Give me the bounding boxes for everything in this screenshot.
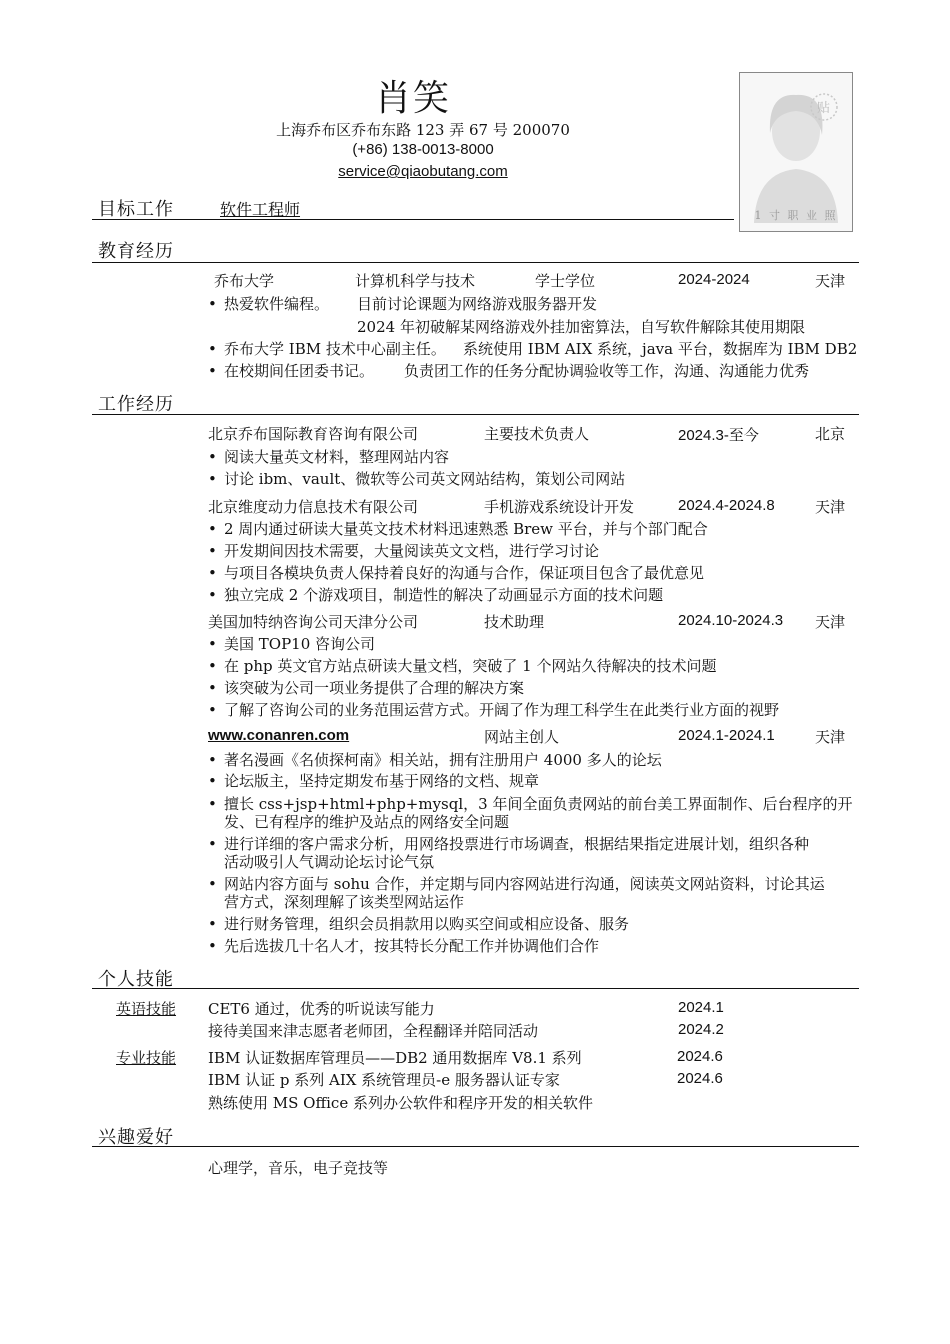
- job-bullet: • 开发期间因技术需要，大量阅读英文文档，进行学习讨论: [208, 542, 600, 560]
- job-bullet-cont: 营方式，深刻理解了该类型网站运作: [224, 893, 465, 911]
- edu-city: 天津: [815, 272, 846, 290]
- job-date: 2024.3-至今: [678, 427, 759, 444]
- address: 上海乔布区乔布东路 123 弄 67 号 200070: [276, 121, 570, 139]
- job-bullet: • 讨论 ibm、vault、微软等公司英文网站结构，策划公司网站: [208, 470, 626, 488]
- job-date: 2024.10-2024.3: [678, 612, 784, 629]
- edu-degree: 学士学位: [535, 272, 596, 290]
- hobbies-rule: [92, 1146, 859, 1147]
- edu-item: • 热爱软件编程。: [208, 295, 330, 313]
- education-title: 教育经历: [98, 241, 174, 262]
- edu-item-detail: 目前讨论课题为网络游戏服务器开发: [357, 295, 598, 313]
- edu-item: • 在校期间任团委书记。: [208, 362, 375, 380]
- job-bullet: • 论坛版主，坚持定期发布基于网络的文档、规章: [208, 772, 540, 790]
- education-rule: [92, 262, 859, 263]
- skill-item: IBM 认证 p 系列 AIX 系统管理员-e 服务器认证专家: [208, 1071, 560, 1089]
- job-bullet: • 了解了咨询公司的业务范围运营方式。开阔了作为理工科学生在此类行业方面的视野: [208, 701, 780, 719]
- job-company: 北京维度动力信息技术有限公司: [208, 498, 419, 516]
- job-title: 手机游戏系统设计开发: [484, 498, 635, 516]
- job-bullet: • 该突破为公司一项业务提供了合理的解决方案: [208, 679, 525, 697]
- photo-placeholder: [739, 72, 853, 232]
- job-company: 北京乔布国际教育咨询有限公司: [208, 425, 419, 443]
- job-city: 天津: [815, 728, 846, 746]
- job-bullet: • 独立完成 2 个游戏项目，制造性的解决了动画显示方面的技术问题: [208, 586, 664, 604]
- job-bullet: • 著名漫画《名侦探柯南》相关站，拥有注册用户 4000 多人的论坛: [208, 751, 662, 769]
- skills-rule: [92, 988, 859, 989]
- photo-caption: 1 寸 职 业 照: [754, 209, 838, 222]
- target-value: 软件工程师: [220, 200, 301, 219]
- job-title: 技术助理: [484, 613, 545, 631]
- pro-skill-label: 专业技能: [116, 1049, 177, 1067]
- job-bullet: • 擅长 css+jsp+html+php+mysql，3 年间全面负责网站的前台美工界面制作、后台程序的开: [208, 795, 853, 813]
- job-bullet-cont: 活动吸引人气调动论坛讨论气氛: [224, 853, 435, 871]
- job-date: 2024.4-2024.8: [678, 497, 775, 514]
- job-bullet-cont: 发、已有程序的维护及站点的网络安全问题: [224, 813, 510, 831]
- target-rule: [92, 219, 734, 220]
- skills-title: 个人技能: [98, 969, 174, 990]
- job-city: 天津: [815, 498, 846, 516]
- skill-date: 2024.2: [678, 1021, 724, 1038]
- skill-item: 接待美国来津志愿者老师团，全程翻译并陪同活动: [208, 1022, 539, 1040]
- target-label: 目标工作: [98, 199, 174, 220]
- skill-date: 2024.6: [677, 1070, 723, 1087]
- job-bullet: • 阅读大量英文材料，整理网站内容: [208, 448, 450, 466]
- skill-date: 2024.6: [677, 1048, 723, 1065]
- job-bullet: • 进行财务管理，组织会员捐款用以购买空间或相应设备、服务: [208, 915, 630, 933]
- job-title: 网站主创人: [484, 728, 560, 746]
- work-title: 工作经历: [98, 394, 174, 415]
- hobbies-title: 兴趣爱好: [98, 1127, 174, 1148]
- edu-item-detail: 负责团工作的任务分配协调验收等工作，沟通、沟通能力优秀: [404, 362, 810, 380]
- candidate-name: 肖笑: [374, 78, 451, 119]
- job-company: 美国加特纳咨询公司天津分公司: [208, 613, 419, 631]
- photo-stamp: 贴: [817, 101, 831, 116]
- edu-major: 计算机科学与技术: [355, 272, 476, 290]
- job-company-link[interactable]: www.conanren.com: [208, 727, 350, 744]
- email-link[interactable]: service@qiaobutang.com: [338, 163, 508, 180]
- skill-date: 2024.1: [678, 999, 724, 1016]
- edu-item-detail: 2024 年初破解某网络游戏外挂加密算法，自写软件解除其使用期限: [357, 318, 805, 336]
- email-row: [0, 163, 846, 180]
- english-skill-label: 英语技能: [116, 1000, 177, 1018]
- job-bullet: • 先后选拔几十名人才，按其特长分配工作并协调他们合作: [208, 937, 600, 955]
- job-city: 北京: [815, 425, 846, 443]
- job-bullet: • 美国 TOP10 咨询公司: [208, 635, 376, 653]
- job-date: 2024.1-2024.1: [678, 727, 775, 744]
- skill-item: 熟练使用 MS Office 系列办公软件和程序开发的相关软件: [208, 1094, 593, 1112]
- skill-item: CET6 通过，优秀的听说读写能力: [208, 1000, 435, 1018]
- work-rule: [92, 414, 859, 415]
- job-bullet: • 与项目各模块负责人保持着良好的沟通与合作，保证项目包含了最优意见: [208, 564, 705, 582]
- phone: (+86) 138-0013-8000: [352, 141, 494, 158]
- job-city: 天津: [815, 613, 846, 631]
- edu-school: 乔布大学: [214, 272, 275, 290]
- job-bullet: • 在 php 英文官方站点研读大量文档，突破了 1 个网站久待解决的技术问题: [208, 657, 717, 675]
- edu-item-detail: 系统使用 IBM AIX 系统，java 平台，数据库为 IBM DB2: [463, 340, 858, 358]
- job-title: 主要技术负责人: [484, 425, 590, 443]
- skill-item: IBM 认证数据库管理员——DB2 通用数据库 V8.1 系列: [208, 1049, 582, 1067]
- job-bullet: • 2 周内通过研读大量英文技术材料迅速熟悉 Brew 平台，并与个部门配合: [208, 520, 708, 538]
- edu-date: 2024-2024: [678, 271, 750, 288]
- job-bullet: • 网站内容方面与 sohu 合作，并定期与同内容网站进行沟通，阅读英文网站资料，讨论其运: [208, 875, 825, 893]
- edu-item: • 乔布大学 IBM 技术中心副主任。: [208, 340, 446, 358]
- job-bullet: • 进行详细的客户需求分析，用网络投票进行市场调查，根据结果指定进展计划，组织各种: [208, 835, 810, 853]
- hobbies-text: 心理学，音乐，电子竞技等: [208, 1159, 389, 1177]
